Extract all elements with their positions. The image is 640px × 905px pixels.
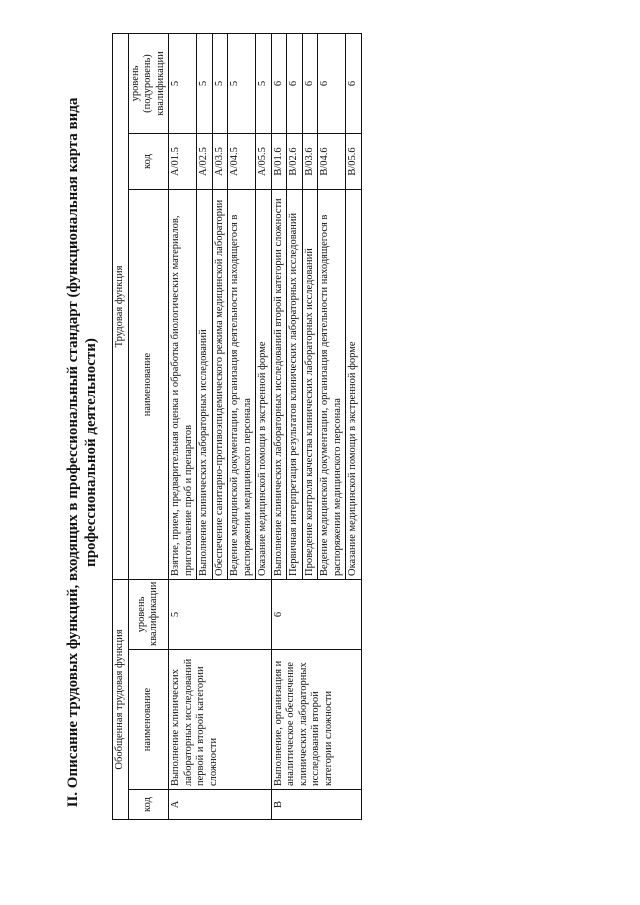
function-level: 6 — [271, 34, 287, 134]
function-level: 6 — [318, 34, 346, 134]
header-code: код — [128, 790, 169, 820]
header-name: наименование — [128, 650, 169, 790]
generalized-name: Выполнение, организация и аналитическое обеспечение клинических лабораторных исследований второй категории сложности — [271, 650, 361, 790]
function-code: B/05.6 — [346, 134, 362, 190]
functional-map-table — [112, 33, 362, 820]
function-name: Выполнение клинических лабораторных исследований — [197, 190, 213, 580]
function-name: Ведение медицинской документации, организация деятельности находящегося в распоряжении медицинского персонала — [228, 190, 256, 580]
function-code: A/01.5 — [169, 134, 197, 190]
function-code: B/02.6 — [287, 134, 303, 190]
generalized-code: A — [169, 790, 272, 820]
header-function-code: код — [128, 134, 169, 190]
function-level: 6 — [302, 34, 318, 134]
section-heading — [64, 0, 100, 905]
function-name: Первичная интерпретация результатов клинических лабораторных исследований — [287, 190, 303, 580]
function-code: B/03.6 — [302, 134, 318, 190]
function-name: Обеспечение санитарно-противоэпидемического режима медицинской лаборатории — [212, 190, 228, 580]
function-code: A/02.5 — [197, 134, 213, 190]
function-level: 5 — [197, 34, 213, 134]
header-level-sub: уровень (подуровень) квалификации — [128, 34, 169, 134]
table-body — [169, 34, 362, 820]
function-name: Проведение контроля качества клинических лабораторных исследований — [302, 190, 318, 580]
function-level: 5 — [228, 34, 256, 134]
table-row — [271, 34, 287, 820]
table-row — [169, 34, 197, 820]
generalized-level: 5 — [169, 580, 272, 650]
function-code: A/05.5 — [256, 134, 272, 190]
header-labor-function: Трудовая функция — [113, 34, 129, 580]
generalized-level: 6 — [271, 580, 361, 650]
function-level: 5 — [256, 34, 272, 134]
function-name: Оказание медицинской помощи в экстренной форме — [346, 190, 362, 580]
header-generalized: Обобщенная трудовая функция — [113, 580, 129, 820]
function-code: B/01.6 — [271, 134, 287, 190]
function-level: 5 — [169, 34, 197, 134]
generalized-name: Выполнение клинических лабораторных исследований первой и второй категории сложности — [169, 650, 272, 790]
header-row-1 — [113, 34, 129, 820]
function-name: Ведение медицинской документации, организация деятельности находящегося в распоряжении медицинского персонала — [318, 190, 346, 580]
header-function-name: наименование — [128, 190, 169, 580]
heading-line-1: II. Описание трудовых функций, входящих в профессиональный стандарт (функциональная карта вида — [65, 97, 81, 808]
function-code: B/04.6 — [318, 134, 346, 190]
function-level: 6 — [287, 34, 303, 134]
function-code: A/04.5 — [228, 134, 256, 190]
function-name: Взятие, прием, предварительная оценка и обработка биологических материалов, приготовление проб и препаратов — [169, 190, 197, 580]
function-level: 6 — [346, 34, 362, 134]
header-row-2 — [128, 34, 169, 820]
heading-line-2: профессиональной деятельности) — [83, 338, 99, 567]
function-name: Оказание медицинской помощи в экстренной форме — [256, 190, 272, 580]
function-level: 5 — [212, 34, 228, 134]
function-name: Выполнение клинических лабораторных исследований второй категории сложности — [271, 190, 287, 580]
header-level: уровень квалификации — [128, 580, 169, 650]
generalized-code: B — [271, 790, 361, 820]
function-code: A/03.5 — [212, 134, 228, 190]
